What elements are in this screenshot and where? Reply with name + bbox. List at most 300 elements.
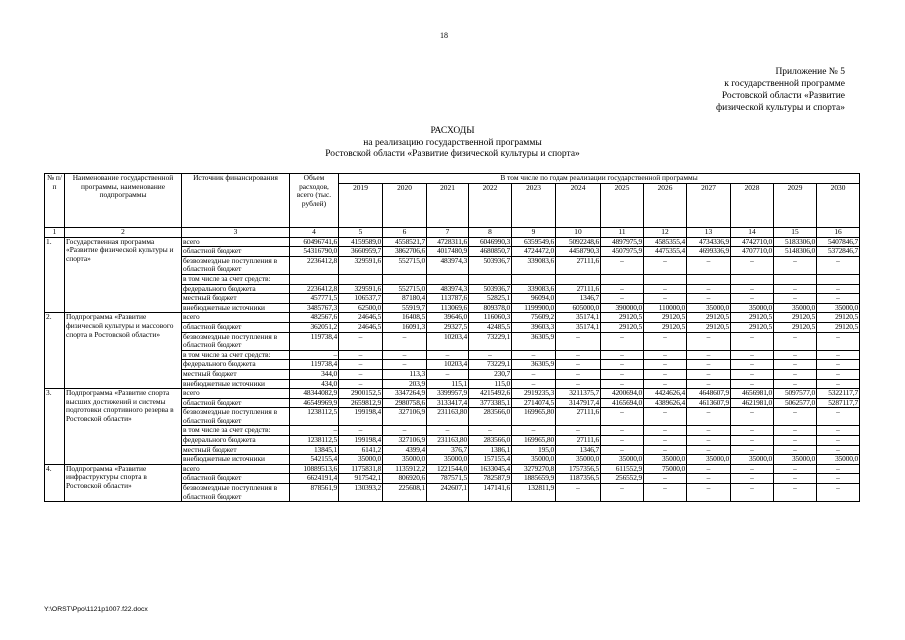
total-amount: 48344082,9 [290,389,339,399]
year-amount: 231163,80 [427,408,469,426]
year-amount: – [383,426,427,436]
year-amount: 113,3 [383,369,427,379]
row-number: 2. [45,313,65,389]
year-amount: – [469,426,512,436]
total-amount: 60496741,6 [290,237,339,247]
year-amount: 327106,9 [383,436,427,446]
column-number: 12 [644,228,687,238]
year-amount: 339083,6 [512,284,556,294]
total-amount: 362051,2 [290,322,339,332]
year-amount: 376,7 [427,445,469,455]
year-amount: – [687,350,731,360]
year-amount: 4200694,0 [601,389,644,399]
year-amount: 4585355,4 [644,237,687,247]
year-amount: 231163,80 [427,436,469,446]
year-amount: 29120,5 [731,322,774,332]
year-amount: 29120,5 [817,322,860,332]
year-amount: 35000,0 [339,455,383,465]
year-amount: 55919,7 [383,303,427,313]
year-amount: 35000,0 [556,455,601,465]
year-amount: – [687,256,731,274]
year-amount: – [731,369,774,379]
table-row [45,313,860,323]
year-amount: 283566,0 [469,408,512,426]
column-number: 7 [427,228,469,238]
year-amount: 3347264,9 [383,389,427,399]
year-amount: 1221544,0 [427,464,469,474]
year-amount: 2714074,5 [512,398,556,408]
year-amount: – [601,484,644,502]
year-amount: 24646,5 [339,313,383,323]
year-amount: – [687,379,731,389]
total-amount: 2236412,8 [290,256,339,274]
year-amount: 4724472,0 [512,247,556,257]
year-amount: – [601,369,644,379]
year-amount: – [644,474,687,484]
year-amount: 29120,5 [687,313,731,323]
year-amount: 35000,0 [644,455,687,465]
year-amount: – [774,445,817,455]
year-amount: 4017480,9 [427,247,469,257]
funding-source: областной бюджет [182,474,290,484]
year-amount: 115,1 [427,379,469,389]
program-name: Подпрограмма «Развитие спорта высших достижений и системы подготовки спортивного резерва в Ростовской области» [65,389,182,465]
year-amount: – [644,426,687,436]
column-number: 3 [182,228,290,238]
year-amount: 4399,4 [383,445,427,455]
year-amount: – [644,332,687,350]
year-amount: 113069,6 [427,303,469,313]
year-amount: 35000,0 [687,303,731,313]
year-amount: 29120,5 [601,322,644,332]
page-number: 18 [440,31,448,40]
year-amount: – [601,360,644,370]
total-amount: 1238112,5 [290,408,339,426]
year-amount: 29120,5 [774,313,817,323]
year-amount: – [687,445,731,455]
year-amount: 27111,6 [556,408,601,426]
year-amount: – [556,484,601,502]
year-amount: 16091,3 [383,322,427,332]
total-amount: 542155,4 [290,455,339,465]
year-amount: 283566,0 [469,436,512,446]
year-amount: – [817,369,860,379]
year-amount: 4458790,3 [556,247,601,257]
column-number: 14 [731,228,774,238]
year-amount: – [687,436,731,446]
year-amount: 1135912,2 [383,464,427,474]
year-amount: 3773385,1 [469,398,512,408]
year-amount: 552715,0 [383,256,427,274]
program-name: Государственная программа «Развитие физической культуры и спорта» [65,237,182,313]
year-amount: – [774,436,817,446]
year-amount: 35000,0 [383,455,427,465]
year-amount: – [731,474,774,484]
year-amount: 29120,5 [601,313,644,323]
file-path: Y:\ORST\Ppo\1121p1007.f22.docx [44,606,148,613]
year-amount: – [556,369,601,379]
year-amount: 29120,5 [644,313,687,323]
table-row [45,464,860,474]
year-amount [427,274,469,284]
funding-source: всего [182,389,290,399]
year-amount [339,274,383,284]
year-amount: – [601,408,644,426]
year-amount [512,274,556,284]
year-amount: 35000,0 [817,303,860,313]
year-amount: 203,9 [383,379,427,389]
year-amount: – [687,284,731,294]
year-amount: 35000,0 [512,455,556,465]
funding-source: местный бюджет [182,369,290,379]
year-amount: – [817,464,860,474]
total-amount: 2236412,8 [290,284,339,294]
heading-subtitle: на реализацию государственной программы [363,137,542,148]
year-amount: 115,0 [469,379,512,389]
year-amount: – [774,484,817,502]
year-amount: 327106,9 [383,408,427,426]
year-amount: 199198,4 [339,408,383,426]
year-amount: – [774,284,817,294]
year-amount: – [731,284,774,294]
year-amount: 339083,6 [512,256,556,274]
year-amount: – [731,350,774,360]
year-amount: 1633045,4 [469,464,512,474]
total-amount: 10889513,6 [290,464,339,474]
year-amount: – [817,294,860,304]
year-amount: 147141,6 [469,484,512,502]
total-amount: 46549969,9 [290,398,339,408]
year-amount: – [817,436,860,446]
year-amount: 29120,5 [817,313,860,323]
year-amount: – [601,256,644,274]
year-amount: 5148306,0 [774,247,817,257]
year-amount: – [339,360,383,370]
table-row [45,389,860,399]
year-amount: 242607,1 [427,484,469,502]
program-name: Подпрограмма «Развитие инфраструктуры спорта в Ростовской области» [65,464,182,501]
funding-source: внебюджетные источники [182,303,290,313]
year-amount: – [644,350,687,360]
year-amount: – [644,369,687,379]
column-number: 1 [45,228,65,238]
funding-source: всего [182,313,290,323]
funding-source: в том числе за счет средств: [182,426,290,436]
year-amount: – [644,360,687,370]
year-amount: – [731,379,774,389]
heading-title: РАСХОДЫ [430,126,475,136]
year-amount: 16408,5 [383,313,427,323]
year-amount: 917542,1 [339,474,383,484]
year-amount: – [427,426,469,436]
year-amount: – [644,408,687,426]
year-amount: 36305,9 [512,360,556,370]
year-amount: – [731,484,774,502]
year-amount: – [556,360,601,370]
appendix-line: Приложение № 5 [775,67,845,77]
year-amount: 4613607,9 [687,398,731,408]
year-amount: – [512,369,556,379]
year-amount: 10203,4 [427,360,469,370]
year-amount: 4707710,0 [731,247,774,257]
funding-source: федерального бюджета [182,284,290,294]
year-amount [644,274,687,284]
year-amount: – [687,474,731,484]
year-amount: 35000,0 [687,455,731,465]
total-amount: 6624191,4 [290,474,339,484]
header-year: 2021 [427,184,469,228]
year-amount: 35174,1 [556,322,601,332]
column-number: 6 [383,228,427,238]
year-amount: – [731,294,774,304]
column-numbers-row [45,228,860,238]
header-year: 2025 [601,184,644,228]
year-amount: – [731,445,774,455]
year-amount: 611552,9 [601,464,644,474]
year-amount: – [644,284,687,294]
year-amount: 4215492,6 [469,389,512,399]
funding-source: областной бюджет [182,322,290,332]
year-amount: 225608,1 [383,484,427,502]
year-amount: – [687,294,731,304]
year-amount: 1199900,0 [512,303,556,313]
year-amount: 605000,0 [556,303,601,313]
year-amount: – [512,350,556,360]
year-amount: – [817,408,860,426]
year-amount: – [601,294,644,304]
year-amount: – [339,369,383,379]
year-amount: 5183306,0 [774,237,817,247]
header-year: 2023 [512,184,556,228]
total-amount: 3485767,3 [290,303,339,313]
year-amount: 52825,1 [469,294,512,304]
header-year: 2030 [817,184,860,228]
header-year: 2027 [687,184,731,228]
year-amount: 6046990,3 [469,237,512,247]
year-amount: 3660959,7 [339,247,383,257]
year-amount: 4897975,9 [601,237,644,247]
year-amount: 2919235,3 [512,389,556,399]
year-amount: – [731,436,774,446]
year-amount: – [687,464,731,474]
header-year: 2026 [644,184,687,228]
row-number: 3. [45,389,65,465]
year-amount: 483974,3 [427,256,469,274]
year-amount: 6141,2 [339,445,383,455]
column-number: 9 [512,228,556,238]
year-amount: – [774,474,817,484]
year-amount: 503936,7 [469,284,512,294]
year-amount: 75000,0 [644,464,687,474]
year-amount: 87180,4 [383,294,427,304]
funding-source: безвозмездные поступления в областной бюджет [182,408,290,426]
year-amount: – [644,256,687,274]
year-amount: 4424626,4 [644,389,687,399]
appendix-line: физической культуры и спорта» [715,103,845,113]
year-amount: 787571,5 [427,474,469,484]
year-amount: 35174,1 [556,313,601,323]
year-amount: 29120,5 [644,322,687,332]
year-amount: – [774,464,817,474]
year-amount: – [469,350,512,360]
year-amount: – [644,445,687,455]
year-amount: 4507975,9 [601,247,644,257]
year-amount: 35000,0 [601,455,644,465]
year-amount: – [687,426,731,436]
year-amount: 3133417,4 [427,398,469,408]
year-amount: – [644,294,687,304]
total-amount: 434,0 [290,379,339,389]
total-amount: 119738,4 [290,332,339,350]
total-amount: 457771,5 [290,294,339,304]
column-number: 5 [339,228,383,238]
year-amount: 5287117,7 [817,398,860,408]
year-amount: 4742710,0 [731,237,774,247]
year-amount: 3279270,8 [512,464,556,474]
year-amount: 1346,7 [556,445,601,455]
year-amount: 4699336,9 [687,247,731,257]
year-amount: 116060,3 [469,313,512,323]
year-amount: 4734336,9 [687,237,731,247]
year-amount: 390000,0 [601,303,644,313]
year-amount: 130393,2 [339,484,383,502]
year-amount: – [601,426,644,436]
year-amount: 27111,6 [556,256,601,274]
year-amount: 110000,0 [644,303,687,313]
header-year: 2019 [339,184,383,228]
year-amount: – [556,426,601,436]
year-amount [601,274,644,284]
year-amount: – [512,379,556,389]
year-amount: 1885659,9 [512,474,556,484]
year-amount: 2980758,6 [383,398,427,408]
year-amount: 195,0 [512,445,556,455]
year-amount: 806920,6 [383,474,427,484]
funding-source: безвозмездные поступления в областной бюджет [182,332,290,350]
row-number: 4. [45,464,65,501]
expenses-table [44,173,860,502]
year-amount: – [817,350,860,360]
column-number: 10 [556,228,601,238]
year-amount: 782587,9 [469,474,512,484]
program-name: Подпрограмма «Развитие физической культуры и массового спорта в Ростовской области» [65,313,182,389]
year-amount: 62500,0 [339,303,383,313]
year-amount: 29120,5 [774,322,817,332]
year-amount [556,274,601,284]
funding-source: федерального бюджета [182,436,290,446]
year-amount: – [512,426,556,436]
year-amount: 35000,0 [774,455,817,465]
appendix-line: Ростовской области «Развитие [721,91,845,101]
year-amount: 2659812,9 [339,398,383,408]
year-amount: 483974,3 [427,284,469,294]
total-amount [290,274,339,284]
funding-source: областной бюджет [182,247,290,257]
header-source: Источник финансирования [182,174,290,228]
year-amount: – [817,474,860,484]
total-amount: 13845,1 [290,445,339,455]
header-year: 2024 [556,184,601,228]
header-years-caption: В том числе по годам реализации государственной программы [339,174,860,184]
funding-source: федерального бюджета [182,360,290,370]
year-amount: 3211375,7 [556,389,601,399]
funding-source: безвозмездные поступления в областной бюджет [182,484,290,502]
year-amount: 329591,6 [339,256,383,274]
year-amount: 1757356,5 [556,464,601,474]
year-amount: 809378,0 [469,303,512,313]
year-amount: – [731,408,774,426]
year-amount: 4389626,4 [644,398,687,408]
year-amount: 3399957,9 [427,389,469,399]
year-amount: 1386,1 [469,445,512,455]
year-amount: – [601,350,644,360]
year-amount: – [427,350,469,360]
funding-source: местный бюджет [182,294,290,304]
total-amount: – [290,350,339,360]
year-amount: – [556,379,601,389]
heading-subtitle: Ростовской области «Развитие физической культуры и спорта» [325,149,580,159]
year-amount: 230,7 [469,369,512,379]
year-amount [687,274,731,284]
year-amount: 1175831,8 [339,464,383,474]
year-amount: 35000,0 [731,303,774,313]
year-amount: – [817,332,860,350]
year-amount: 36305,9 [512,332,556,350]
year-amount [817,274,860,284]
year-amount: 4165694,0 [601,398,644,408]
year-amount: 157155,4 [469,455,512,465]
year-amount: – [774,350,817,360]
year-amount [731,274,774,284]
year-amount: 29120,5 [687,322,731,332]
year-amount: – [817,284,860,294]
year-amount: – [601,379,644,389]
year-amount: – [339,332,383,350]
total-amount: 482567,6 [290,313,339,323]
column-number: 15 [774,228,817,238]
year-amount: 24646,5 [339,322,383,332]
year-amount: – [601,445,644,455]
year-amount: – [687,332,731,350]
year-amount: 1187356,5 [556,474,601,484]
year-amount: – [774,426,817,436]
year-amount: 4656981,0 [731,389,774,399]
year-amount: 256552,9 [601,474,644,484]
year-amount: 35000,0 [817,455,860,465]
table-row [45,237,860,247]
year-amount: – [383,332,427,350]
column-number: 8 [469,228,512,238]
year-amount: – [687,360,731,370]
year-amount: 35000,0 [427,455,469,465]
year-amount: – [817,426,860,436]
funding-source: внебюджетные источники [182,379,290,389]
year-amount: 73229,1 [469,360,512,370]
year-amount: 5407846,7 [817,237,860,247]
funding-source: областной бюджет [182,398,290,408]
header-year: 2029 [774,184,817,228]
year-amount: 29327,5 [427,322,469,332]
year-amount: – [774,369,817,379]
year-amount: – [644,436,687,446]
year-amount: 5097577,0 [774,389,817,399]
total-amount: 344,0 [290,369,339,379]
year-amount: – [601,436,644,446]
column-number: 13 [687,228,731,238]
year-amount: 73229,1 [469,332,512,350]
year-amount: 5322117,7 [817,389,860,399]
year-amount: 169965,80 [512,408,556,426]
